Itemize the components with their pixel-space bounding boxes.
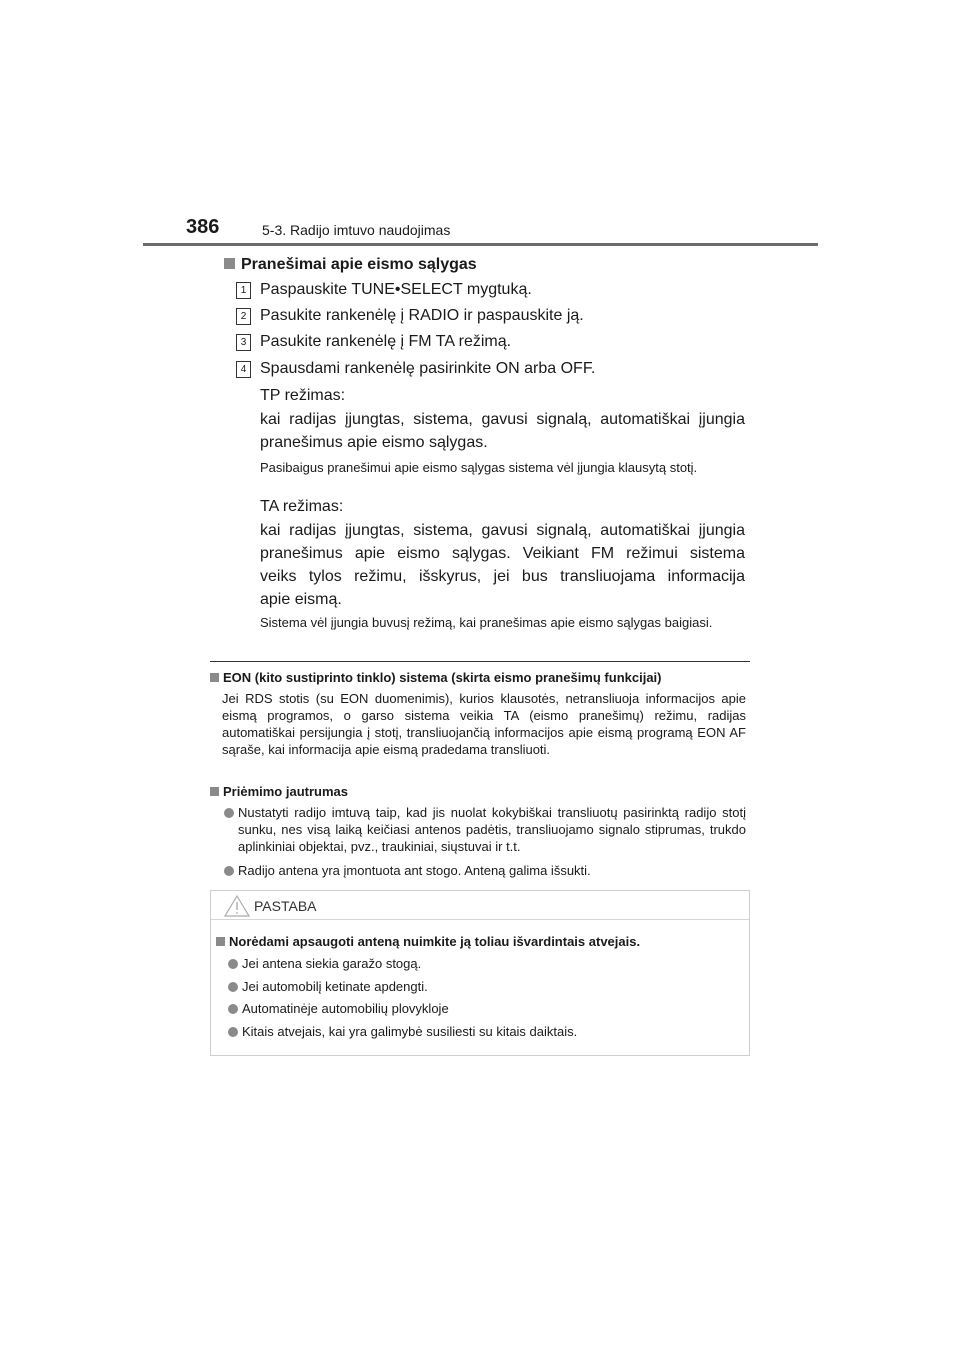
section-title: 5-3. Radijo imtuvo naudojimas <box>262 222 451 238</box>
step-1-text: Paspauskite TUNE•SELECT mygtuką. <box>260 281 532 298</box>
step-4-number: 4 <box>236 361 251 378</box>
ta-mode-title: TA režimas: <box>260 498 344 515</box>
warning-triangle-icon <box>224 895 250 917</box>
square-bullet-icon <box>210 787 219 796</box>
notice-bullet-4: Kitais atvejais, kai yra galimybė susiliesti su kitais daiktais. <box>242 1024 578 1039</box>
tp-mode-title: TP režimas: <box>260 387 346 404</box>
step-4-text: Spausdami rankenėlę pasirinkite ON arba OFF. <box>260 360 596 377</box>
ta-line-3: veiks tylos režimu, išskyrus, jei bus transliuojama informacija <box>260 568 745 585</box>
tp-line-2: pranešimus apie eismo sąlygas. <box>260 434 488 451</box>
eon-text: Jei RDS stotis (su EON duomenimis), kurios klausotės, netransliuoja informacijos apie eismą programos, o garso sistema veikia TA (eismo pranešimų) režimu, radijas automatiškai persijungia į stotį, transliuojančią informacijos apie eismą programą EON AF sąraše, kai informacija apie eismą pradedama transliuoti. <box>222 691 746 757</box>
ta-line-4: apie eismą. <box>260 591 342 608</box>
step-3-text: Pasukite rankenėlę į FM TA režimą. <box>260 333 512 350</box>
main-heading-text: Pranešimai apie eismo sąlygas <box>241 256 477 273</box>
page-number: 386 <box>186 216 220 238</box>
square-bullet-icon <box>224 258 235 269</box>
ta-line-1: kai radijas įjungtas, sistema, gavusi signalą, automatiškai įjungia <box>260 522 745 539</box>
main-heading <box>224 256 477 274</box>
reception-bullet-1: Nustatyti radijo imtuvą taip, kad jis nuolat kokybiškai transliuotų pasirinktą radijo stotį sunku, nes visą laiką keičiasi antenos padėtis, transliuojamo signalo stiprumas, trukdo aplinkiniai objektai, pvz., traukiniai, siųstuvai ir t.t. <box>238 805 746 854</box>
ta-mode-note: Sistema vėl įjungia buvusį režimą, kai pranešimas apie eismo sąlygas baigiasi. <box>260 615 713 630</box>
ta-line-2: pranešimus apie eismo sąlygas. Veikiant FM režimui sistema <box>260 545 745 562</box>
ta-mode-description <box>260 519 745 611</box>
reception-heading <box>210 784 348 799</box>
step-1-number: 1 <box>236 282 251 299</box>
step-2-text: Pasukite rankenėlę į RADIO ir paspauskite ją. <box>260 307 584 324</box>
square-bullet-icon <box>216 937 225 946</box>
step-2-number: 2 <box>236 308 251 325</box>
step-3-number: 3 <box>236 334 251 351</box>
notice-heading-text: Norėdami apsaugoti anteną nuimkite ją toliau išvardintais atvejais. <box>229 934 641 949</box>
notice-bullet-2: Jei automobilį ketinate apdengti. <box>242 979 428 994</box>
tp-line-1: kai radijas įjungtas, sistema, gavusi signalą, automatiškai įjungia <box>260 411 745 428</box>
square-bullet-icon <box>210 673 219 682</box>
notice-title: PASTABA <box>254 898 317 914</box>
reception-heading-text: Priėmimo jautrumas <box>223 784 348 799</box>
eon-heading <box>210 670 661 685</box>
tp-mode-description <box>260 408 745 454</box>
notice-bullet-3: Automatinėje automobilių plovykloje <box>242 1001 449 1016</box>
section-divider <box>210 661 750 662</box>
notice-bullet-1: Jei antena siekia garažo stogą. <box>242 956 422 971</box>
notice-separator <box>211 919 749 920</box>
reception-bullet-2: Radijo antena yra įmontuota ant stogo. Anteną galima išsukti. <box>238 863 591 878</box>
eon-heading-text: EON (kito sustiprinto tinklo) sistema (skirta eismo pranešimų funkcijai) <box>223 670 662 685</box>
notice-heading <box>216 934 640 949</box>
header-rule <box>143 243 818 246</box>
tp-mode-note: Pasibaigus pranešimui apie eismo sąlygas sistema vėl įjungia klausytą stotį. <box>260 460 698 475</box>
